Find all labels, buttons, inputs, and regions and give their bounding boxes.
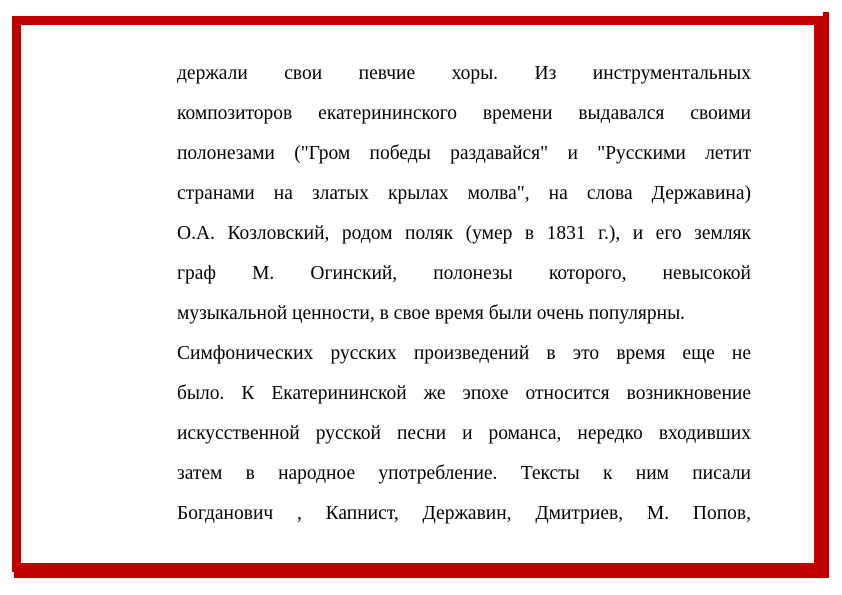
frame-shadow-right xyxy=(823,12,829,575)
text-line: затем в народное употребление. Тексты к ним писали xyxy=(177,463,751,484)
text-line: искусственной русской песни и романса, нередко входивших xyxy=(177,423,751,444)
text-line: полонезами ("Гром победы раздавайся" и "Русскими летит xyxy=(177,143,751,164)
text-line: Богданович , Капнист, Державин, Дмитриев, М. Попов, xyxy=(177,503,751,524)
text-line: странами на златых крылах молва", на слова Державина) xyxy=(177,183,751,204)
text-line: композиторов екатерининского времени выдавался своими xyxy=(177,103,751,124)
text-line: граф М. Огинский, полонезы которого, невысокой xyxy=(177,263,751,284)
text-line: О.А. Козловский, родом поляк (умер в 1831 г.), и его земляк xyxy=(177,223,751,244)
text-line: Симфонических русских произведений в это время еще не xyxy=(177,343,751,364)
text-line: музыкальной ценности, в свое время были очень популярны. xyxy=(177,303,686,324)
text-line: держали свои певчие хоры. Из инструментальных xyxy=(177,63,751,84)
frame-shadow-bottom xyxy=(14,572,829,578)
body-text xyxy=(177,54,751,534)
text-line: было. К Екатерининской же эпохе относится возникновение xyxy=(177,383,751,404)
